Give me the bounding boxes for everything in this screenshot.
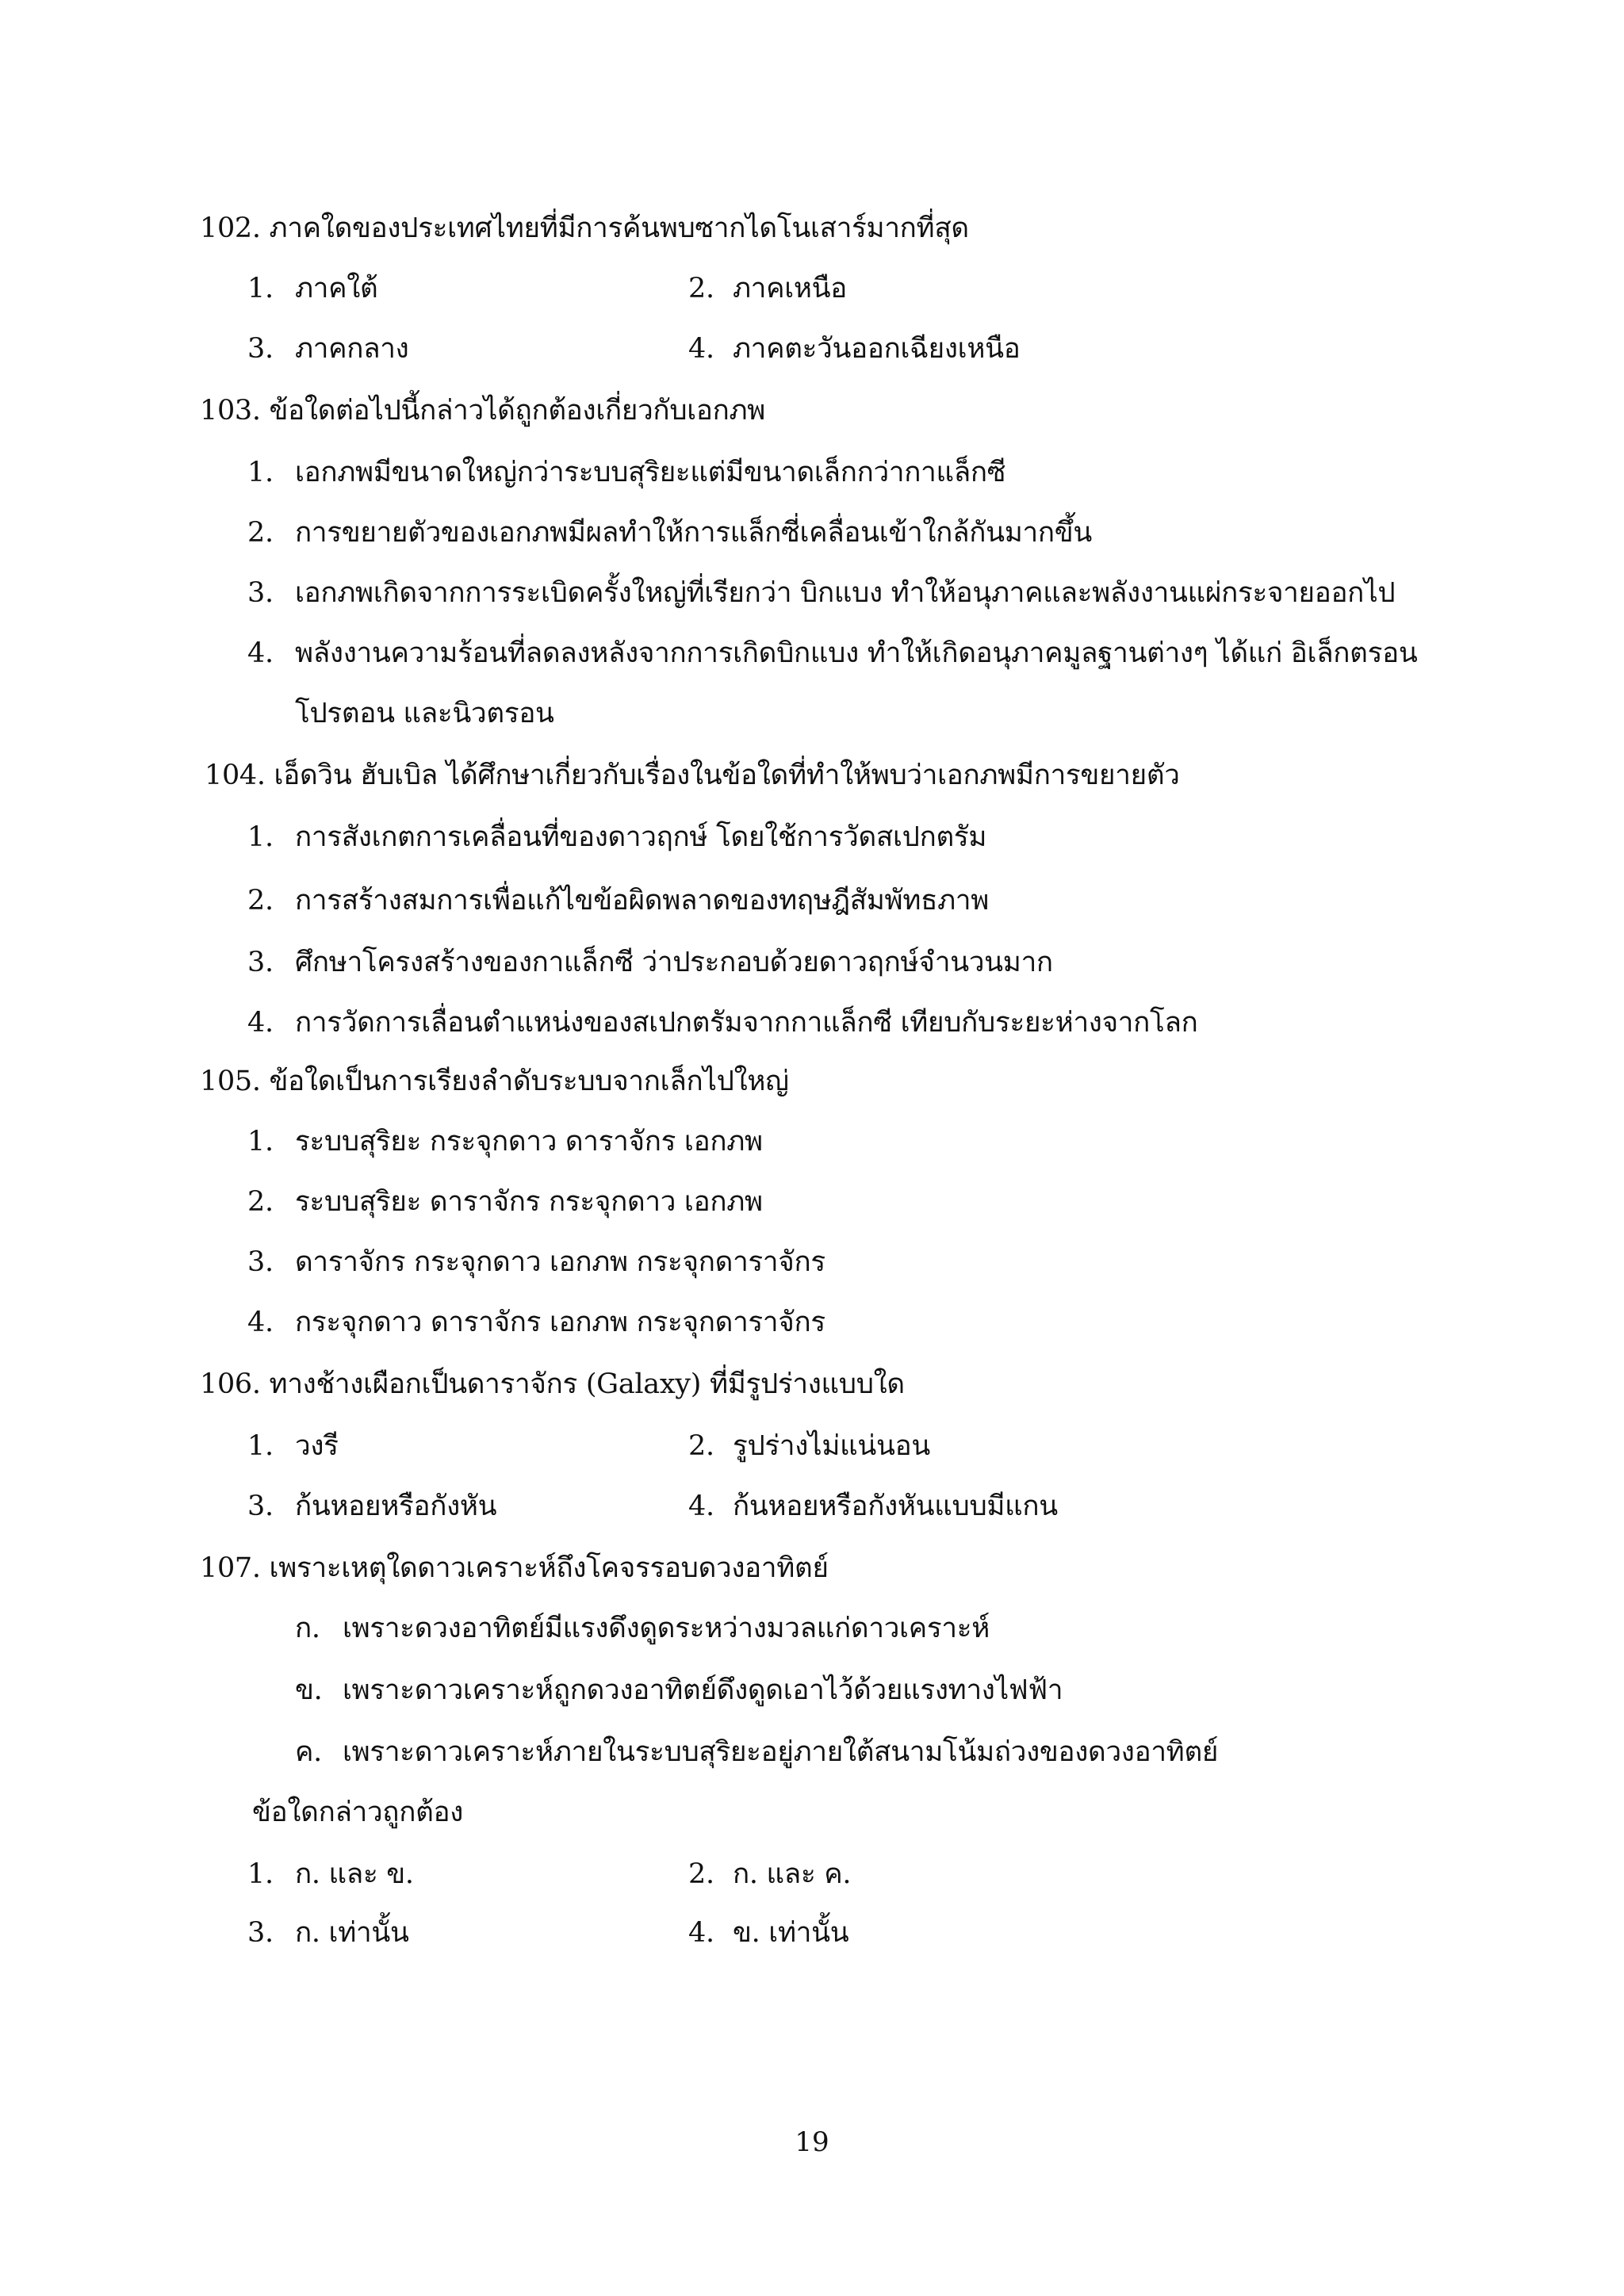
q105-option-2-number: 2.: [247, 1186, 274, 1218]
q103-option-2-text: การขยายตัวของเอกภพมีผลทำให้การแล็กซี่เคลื่อนเข้าใกล้กันมากขึ้น: [295, 517, 1093, 549]
q107-option-2-number: 2.: [688, 1858, 714, 1890]
q103-option-4-number: 4.: [247, 637, 274, 669]
q107-option-4-text: ข. เท่านั้น: [733, 1917, 849, 1949]
q106-option-3-text: ก้นหอยหรือกังหัน: [295, 1490, 497, 1522]
q104-option-4-number: 4.: [247, 1007, 274, 1039]
q107-option-1-text: ก. และ ข.: [295, 1858, 414, 1890]
q105-option-3-text: ดาราจักร กระจุกดาว เอกภพ กระจุกดาราจักร: [295, 1246, 825, 1278]
q107-statement-kho-khwai-text: เพราะดาวเคราะห์ภายในระบบสุริยะอยู่ภายใต้สนามโน้มถ่วงของดวงอาทิตย์: [343, 1736, 1219, 1768]
q103-option-3-number: 3.: [247, 577, 274, 609]
q107-option-1-number: 1.: [247, 1858, 274, 1890]
q103-option-1-text: เอกภพมีขนาดใหญ่กว่าระบบสุริยะแต่มีขนาดเล็กกว่ากาแล็กซี: [295, 457, 1006, 488]
q106-option-2-number: 2.: [688, 1430, 714, 1462]
q105-option-3-number: 3.: [247, 1246, 274, 1278]
q105-option-4-number: 4.: [247, 1307, 274, 1338]
q102-option-4-number: 4.: [688, 333, 714, 365]
question-105-title: 105. ข้อใดเป็นการเรียงลำดับระบบจากเล็กไปใหญ่: [200, 1066, 789, 1097]
q103-option-4-continuation: โปรตอน และนิวตรอน: [295, 698, 554, 729]
q104-option-4-text: การวัดการเลื่อนตำแหน่งของสเปกตรัมจากกาแล็กซี เทียบกับระยะห่างจากโลก: [295, 1007, 1198, 1039]
q102-option-2-text: ภาคเหนือ: [733, 273, 848, 304]
q105-option-1-number: 1.: [247, 1126, 274, 1158]
q103-option-1-number: 1.: [247, 457, 274, 488]
q104-option-3-number: 3.: [247, 947, 274, 978]
q102-option-4-text: ภาคตะวันออกเฉียงเหนือ: [733, 333, 1021, 365]
q103-option-2-number: 2.: [247, 517, 274, 549]
question-107-title: 107. เพราะเหตุใดดาวเคราะห์ถึงโคจรรอบดวงอาทิตย์: [200, 1552, 829, 1584]
q102-option-3-text: ภาคกลาง: [295, 333, 409, 365]
q102-option-1-text: ภาคใต้: [295, 273, 378, 304]
q103-option-3-text: เอกภพเกิดจากการระเบิดครั้งใหญ่ที่เรียกว่า บิกแบง ทำให้อนุภาคและพลังงานแผ่กระจายออกไป: [295, 577, 1396, 609]
q104-option-2-text: การสร้างสมการเพื่อแก้ไขข้อผิดพลาดของทฤษฎีสัมพัทธภาพ: [295, 885, 990, 916]
q107-statement-ka-letter: ก.: [295, 1613, 320, 1644]
q102-option-3-number: 3.: [247, 333, 274, 365]
q104-option-2-number: 2.: [247, 885, 274, 916]
q107-option-2-text: ก. และ ค.: [733, 1858, 852, 1890]
q107-statement-kho-letter: ข.: [295, 1674, 323, 1706]
q107-option-3-number: 3.: [247, 1917, 274, 1949]
page-number: 19: [795, 2126, 829, 2158]
q106-option-4-text: ก้นหอยหรือกังหันแบบมีแกน: [733, 1490, 1058, 1522]
q107-statement-kho-khwai-letter: ค.: [295, 1736, 322, 1768]
q107-option-4-number: 4.: [688, 1917, 714, 1949]
q107-prompt: ข้อใดกล่าวถูกต้อง: [252, 1797, 464, 1828]
q102-option-2-number: 2.: [688, 273, 714, 304]
q107-option-3-text: ก. เท่านั้น: [295, 1917, 409, 1949]
q106-option-1-text: วงรี: [295, 1430, 339, 1462]
q107-statement-kho-text: เพราะดาวเคราะห์ถูกดวงอาทิตย์ดึงดูดเอาไว้ด้วยแรงทางไฟฟ้า: [343, 1674, 1063, 1706]
q106-option-3-number: 3.: [247, 1490, 274, 1522]
question-104-title: 104. เอ็ดวิน ฮับเบิล ได้ศึกษาเกี่ยวกับเรื่องในข้อใดที่ทำให้พบว่าเอกภพมีการขยายตัว: [205, 760, 1180, 791]
q106-option-4-number: 4.: [688, 1490, 714, 1522]
q105-option-4-text: กระจุกดาว ดาราจักร เอกภพ กระจุกดาราจักร: [295, 1307, 825, 1338]
q104-option-1-text: การสังเกตการเคลื่อนที่ของดาวฤกษ์ โดยใช้การวัดสเปกตรัม: [295, 821, 987, 853]
q103-option-4-text: พลังงานความร้อนที่ลดลงหลังจากการเกิดบิกแบง ทำให้เกิดอนุภาคมูลฐานต่างๆ ได้แก่ อิเล็กตรอน: [295, 637, 1418, 669]
q105-option-2-text: ระบบสุริยะ ดาราจักร กระจุกดาว เอกภพ: [295, 1186, 763, 1218]
q104-option-3-text: ศึกษาโครงสร้างของกาแล็กซี ว่าประกอบด้วยดาวฤกษ์จำนวนมาก: [295, 947, 1053, 978]
q106-option-1-number: 1.: [247, 1430, 274, 1462]
question-102-title: 102. ภาคใดของประเทศไทยที่มีการค้นพบซากไดโนเสาร์มากที่สุด: [200, 212, 969, 244]
q107-statement-ka-text: เพราะดวงอาทิตย์มีแรงดึงดูดระหว่างมวลแก่ดาวเคราะห์: [343, 1613, 990, 1644]
q104-option-1-number: 1.: [247, 821, 274, 853]
q102-option-1-number: 1.: [247, 273, 274, 304]
q106-option-2-text: รูปร่างไม่แน่นอน: [733, 1430, 930, 1462]
question-106-title: 106. ทางช้างเผือกเป็นดาราจักร (Galaxy) ที่มีรูปร่างแบบใด: [200, 1368, 905, 1400]
q105-option-1-text: ระบบสุริยะ กระจุกดาว ดาราจักร เอกภพ: [295, 1126, 763, 1158]
question-103-title: 103. ข้อใดต่อไปนี้กล่าวได้ถูกต้องเกี่ยวกับเอกภพ: [200, 395, 766, 427]
